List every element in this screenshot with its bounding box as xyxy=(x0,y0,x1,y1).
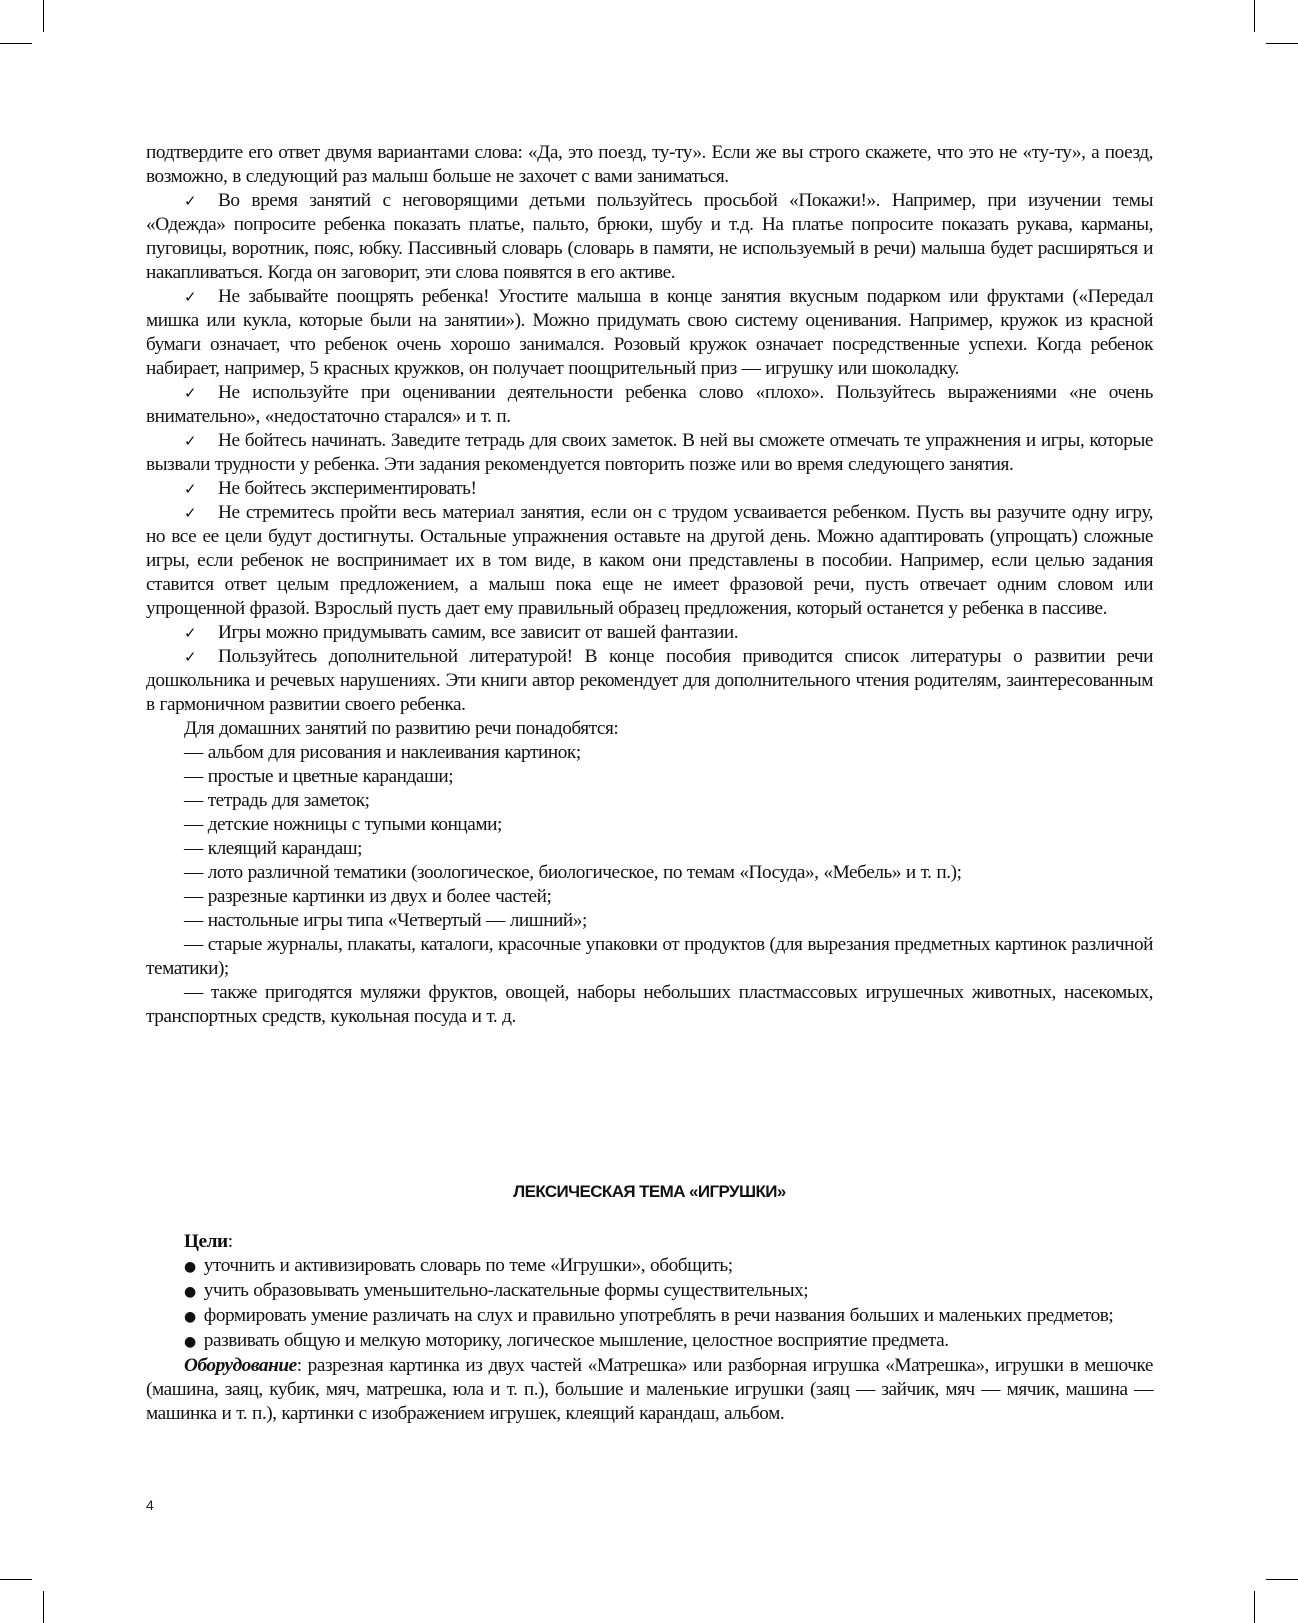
supply-item: — тетрадь для заметок; xyxy=(184,790,370,811)
check-paragraph: ✓ Пользуйтесь дополнительной литературой! В конце пособия приводится список литературы о развитии речи дошкольника и речевых нарушениях. Эти книги автор рекомендует для дополнительного чтения родителям, заинтересованным в гармоничном развитии своего ребенка. xyxy=(146,646,1153,715)
check-paragraph: ✓ Не бойтесь экспериментировать! xyxy=(184,478,477,499)
bullet-icon: ● xyxy=(184,1284,196,1300)
check-paragraph: ✓ Не используйте при оценивании деятельности ребенка слово «плохо». Пользуйтесь выражениями «не очень внимательно», «недостаточно старался» и т. п. xyxy=(146,382,1153,427)
crop-mark-top-left-vertical xyxy=(43,0,44,32)
check-paragraph: ✓ Во время занятий с неговорящими детьми пользуйтесь просьбой «Покажи!». Например, при изучении темы «Одежда» попросите ребенка показать платье, пальто, брюки, шубу и т.д. На платье попросите показать рукава, карманы, пуговицы, воротник, пояс, юбку. Пассивный словарь (словарь в памяти, не используемый в речи) малыша будет расширяться и накапливаться. Когда он заговорит, эти слова появятся в его активе. xyxy=(146,190,1153,283)
section-goals xyxy=(146,1230,1153,1426)
supply-item: — альбом для рисования и наклеивания картинок; xyxy=(184,742,581,763)
crop-mark-bottom-left-vertical xyxy=(43,1591,44,1623)
page-number: 4 xyxy=(146,1497,154,1513)
supply-item: — настольные игры типа «Четвертый — лишний»; xyxy=(184,910,587,931)
goal-item: ● учить образовывать уменьшительно-ласкательные формы существительных; xyxy=(184,1280,809,1301)
crop-mark-top-left-horizontal xyxy=(0,43,32,44)
supply-item: — клеящий карандаш; xyxy=(184,838,362,859)
crop-mark-top-right-horizontal xyxy=(1266,43,1298,44)
crop-mark-bottom-right-horizontal xyxy=(1266,1579,1298,1580)
checkmark-icon: ✓ xyxy=(184,288,197,306)
bullet-icon: ● xyxy=(184,1334,196,1350)
supply-item: — простые и цветные карандаши; xyxy=(184,766,454,787)
checkmark-icon: ✓ xyxy=(184,480,197,498)
checkmark-icon: ✓ xyxy=(184,624,197,642)
check-paragraph: ✓ Не забывайте поощрять ребенка! Угостите малыша в конце занятия вкусным подарком или фруктами («Передал мишка или кукла, которые были на занятии»). Можно придумать свою систему оценивания. Например, кружок из красной бумаги означает, что ребенок очень хорошо занимался. Розовый кружок означает посредственные успехи. Когда ребенок набирает, например, 5 красных кружков, он получает поощрительный приз — игрушку или шоколадку. xyxy=(146,286,1153,379)
body-text xyxy=(146,141,1153,1029)
goal-item: ● развивать общую и мелкую моторику, логическое мышление, целостное восприятие предмета. xyxy=(184,1330,949,1351)
equipment-paragraph: Оборудование: разрезная картинка из двух частей «Матрешка» или разборная игрушка «Матрешка», игрушки в мешочке (машина, заяц, кубик, мяч, матрешка, юла и т. п.), большие и маленькие игрушки (заяц — зайчик, мяч — мячик, машина — машинка и т. п.), картинки с изображением игрушек, клеящий карандаш, альбом. xyxy=(146,1355,1153,1424)
checkmark-icon: ✓ xyxy=(184,504,197,522)
crop-mark-bottom-right-vertical xyxy=(1254,1591,1255,1623)
check-paragraph: ✓ Не стремитесь пройти весь материал занятия, если он с трудом усваивается ребенком. Пусть вы разучите одну игру, но все ее цели будут достигнуты. Остальные упражнения оставьте на другой день. Можно адаптировать (упрощать) сложные игры, если ребенок не воспринимает их в том виде, в каком они представлены в пособии. Например, если целью задания ставится ответ целым предложением, а малыш пока еще не имеет фразовой речи, пусть отвечает одним словом или упрощенной фразой. Взрослый пусть дает ему правильный образец предложения, который останется у ребенка в пассиве. xyxy=(146,502,1153,619)
checkmark-icon: ✓ xyxy=(184,384,197,402)
checkmark-icon: ✓ xyxy=(184,648,197,666)
supplies-intro: Для домашних занятий по развитию речи понадобятся: xyxy=(184,718,619,739)
goals-label: Цели: xyxy=(184,1231,233,1252)
check-paragraph: ✓ Игры можно придумывать самим, все зависит от вашей фантазии. xyxy=(184,622,739,643)
equipment-label: Оборудование xyxy=(184,1355,297,1376)
supply-item: — разрезные картинки из двух и более частей; xyxy=(184,886,552,907)
goal-item: ● формировать умение различать на слух и правильно употреблять в речи названия больших и маленьких предметов; xyxy=(184,1305,1114,1326)
crop-mark-top-right-vertical xyxy=(1254,0,1255,32)
section-heading: ЛЕКСИЧЕСКАЯ ТЕМА «ИГРУШКИ» xyxy=(513,1182,786,1201)
checkmark-icon: ✓ xyxy=(184,432,197,450)
check-paragraph: ✓ Не бойтесь начинать. Заведите тетрадь для своих заметок. В ней вы сможете отмечать те упражнения и игры, которые вызвали трудности у ребенка. Эти задания рекомендуется повторить позже или во время следующего занятия. xyxy=(146,430,1153,475)
goal-item: ● уточнить и активизировать словарь по теме «Игрушки», обобщить; xyxy=(184,1255,733,1276)
paragraph: подтвердите его ответ двумя вариантами слова: «Да, это поезд, ту-ту». Если же вы строго скажете, что это не «ту-ту», а поезд, возможно, в следующий раз малыш больше не захочет с вами заниматься. xyxy=(146,142,1153,187)
bullet-icon: ● xyxy=(184,1259,196,1275)
supply-item: — лото различной тематики (зоологическое, биологическое, по темам «Посуда», «Мебель» и т. п.); xyxy=(184,862,962,883)
bullet-icon: ● xyxy=(184,1309,196,1325)
supply-item: — также пригодятся муляжи фруктов, овощей, наборы небольших пластмассовых игрушечных животных, насекомых, транспортных средств, кукольная посуда и т. д. xyxy=(146,982,1153,1027)
crop-mark-bottom-left-horizontal xyxy=(0,1579,32,1580)
supply-item: — детские ножницы с тупыми концами; xyxy=(184,814,502,835)
checkmark-icon: ✓ xyxy=(184,192,197,210)
supply-item: — старые журналы, плакаты, каталоги, красочные упаковки от продуктов (для вырезания предметных картинок различной тематики); xyxy=(146,934,1153,979)
